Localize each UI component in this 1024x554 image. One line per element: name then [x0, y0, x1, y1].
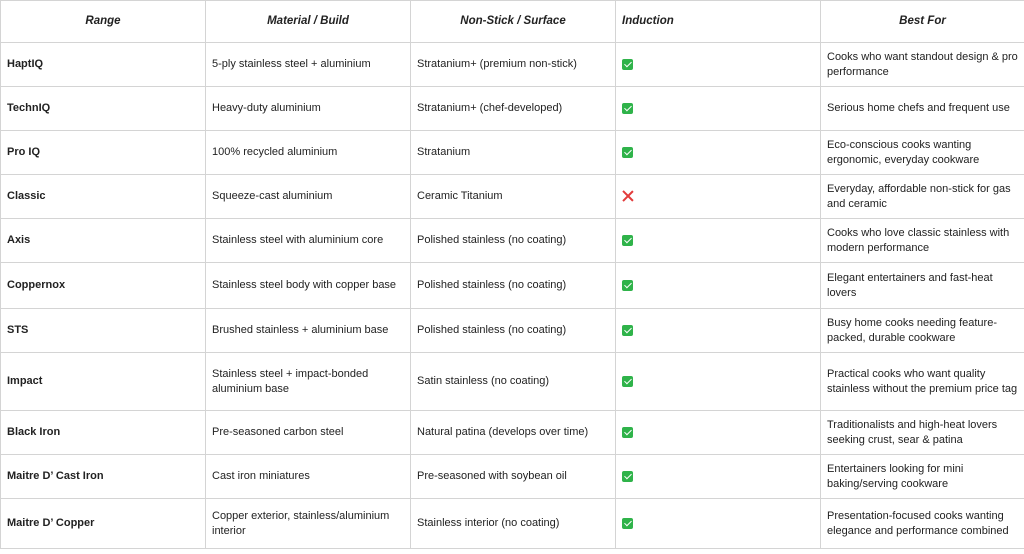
table-row	[1, 499, 1024, 549]
induction-cell	[616, 499, 821, 549]
best-for-cell: Cooks who love classic stainless with modern performance	[821, 219, 1024, 263]
table-row	[1, 87, 1024, 131]
green-check-icon	[622, 59, 633, 70]
range-cell: STS	[1, 309, 206, 353]
header-surface: Non-Stick / Surface	[411, 1, 616, 43]
range-cell: Pro IQ	[1, 131, 206, 175]
induction-cell	[616, 263, 821, 309]
header-range: Range	[1, 1, 206, 43]
range-cell: Axis	[1, 219, 206, 263]
table-row	[1, 263, 1024, 309]
best-for-cell: Busy home cooks needing feature-packed, durable cookware	[821, 309, 1024, 353]
surface-cell: Pre-seasoned with soybean oil	[411, 455, 616, 499]
table-row	[1, 131, 1024, 175]
surface-cell: Stratanium+ (premium non-stick)	[411, 43, 616, 87]
best-for-cell: Serious home chefs and frequent use	[821, 87, 1024, 131]
best-for-cell: Elegant entertainers and fast-heat lovers	[821, 263, 1024, 309]
material-cell: Copper exterior, stainless/aluminium interior	[206, 499, 411, 549]
green-check-icon	[622, 518, 633, 529]
header-induction: Induction	[616, 1, 821, 43]
best-for-cell: Eco-conscious cooks wanting ergonomic, everyday cookware	[821, 131, 1024, 175]
green-check-icon	[622, 280, 633, 291]
induction-cell	[616, 309, 821, 353]
range-cell: Maitre D’ Copper	[1, 499, 206, 549]
material-cell: Heavy-duty aluminium	[206, 87, 411, 131]
induction-cell	[616, 455, 821, 499]
range-cell: Black Iron	[1, 411, 206, 455]
surface-cell: Ceramic Titanium	[411, 175, 616, 219]
best-for-cell: Everyday, affordable non-stick for gas and ceramic	[821, 175, 1024, 219]
table-row	[1, 353, 1024, 411]
range-cell: TechnIQ	[1, 87, 206, 131]
induction-cell	[616, 411, 821, 455]
table-row	[1, 175, 1024, 219]
material-cell: Squeeze-cast aluminium	[206, 175, 411, 219]
green-check-icon	[622, 427, 633, 438]
green-check-icon	[622, 471, 633, 482]
material-cell: Stainless steel + impact-bonded aluminium base	[206, 353, 411, 411]
induction-cell	[616, 175, 821, 219]
surface-cell: Polished stainless (no coating)	[411, 309, 616, 353]
table-row	[1, 219, 1024, 263]
surface-cell: Stratanium+ (chef-developed)	[411, 87, 616, 131]
green-check-icon	[622, 376, 633, 387]
header-row	[1, 1, 1024, 43]
green-check-icon	[622, 103, 633, 114]
surface-cell: Satin stainless (no coating)	[411, 353, 616, 411]
range-cell: Coppernox	[1, 263, 206, 309]
material-cell: Stainless steel with aluminium core	[206, 219, 411, 263]
material-cell: Stainless steel body with copper base	[206, 263, 411, 309]
surface-cell: Polished stainless (no coating)	[411, 219, 616, 263]
range-cell: Impact	[1, 353, 206, 411]
range-cell: HaptIQ	[1, 43, 206, 87]
range-cell: Classic	[1, 175, 206, 219]
best-for-cell: Traditionalists and high-heat lovers seeking crust, sear & patina	[821, 411, 1024, 455]
red-cross-icon	[622, 190, 634, 202]
table-row	[1, 309, 1024, 353]
range-cell: Maitre D’ Cast Iron	[1, 455, 206, 499]
best-for-cell: Entertainers looking for mini baking/serving cookware	[821, 455, 1024, 499]
table-row	[1, 43, 1024, 87]
best-for-cell: Practical cooks who want quality stainless without the premium price tag	[821, 353, 1024, 411]
induction-cell	[616, 353, 821, 411]
table-row	[1, 455, 1024, 499]
table-row	[1, 411, 1024, 455]
surface-cell: Natural patina (develops over time)	[411, 411, 616, 455]
best-for-cell: Cooks who want standout design & pro performance	[821, 43, 1024, 87]
surface-cell: Stratanium	[411, 131, 616, 175]
material-cell: Pre-seasoned carbon steel	[206, 411, 411, 455]
surface-cell: Stainless interior (no coating)	[411, 499, 616, 549]
header-material: Material / Build	[206, 1, 411, 43]
green-check-icon	[622, 235, 633, 246]
header-best-for: Best For	[821, 1, 1024, 43]
material-cell: Cast iron miniatures	[206, 455, 411, 499]
material-cell: 5-ply stainless steel + aluminium	[206, 43, 411, 87]
induction-cell	[616, 219, 821, 263]
material-cell: 100% recycled aluminium	[206, 131, 411, 175]
green-check-icon	[622, 147, 633, 158]
induction-cell	[616, 131, 821, 175]
best-for-cell: Presentation-focused cooks wanting elegance and performance combined	[821, 499, 1024, 549]
material-cell: Brushed stainless + aluminium base	[206, 309, 411, 353]
green-check-icon	[622, 325, 633, 336]
induction-cell	[616, 87, 821, 131]
induction-cell	[616, 43, 821, 87]
surface-cell: Polished stainless (no coating)	[411, 263, 616, 309]
